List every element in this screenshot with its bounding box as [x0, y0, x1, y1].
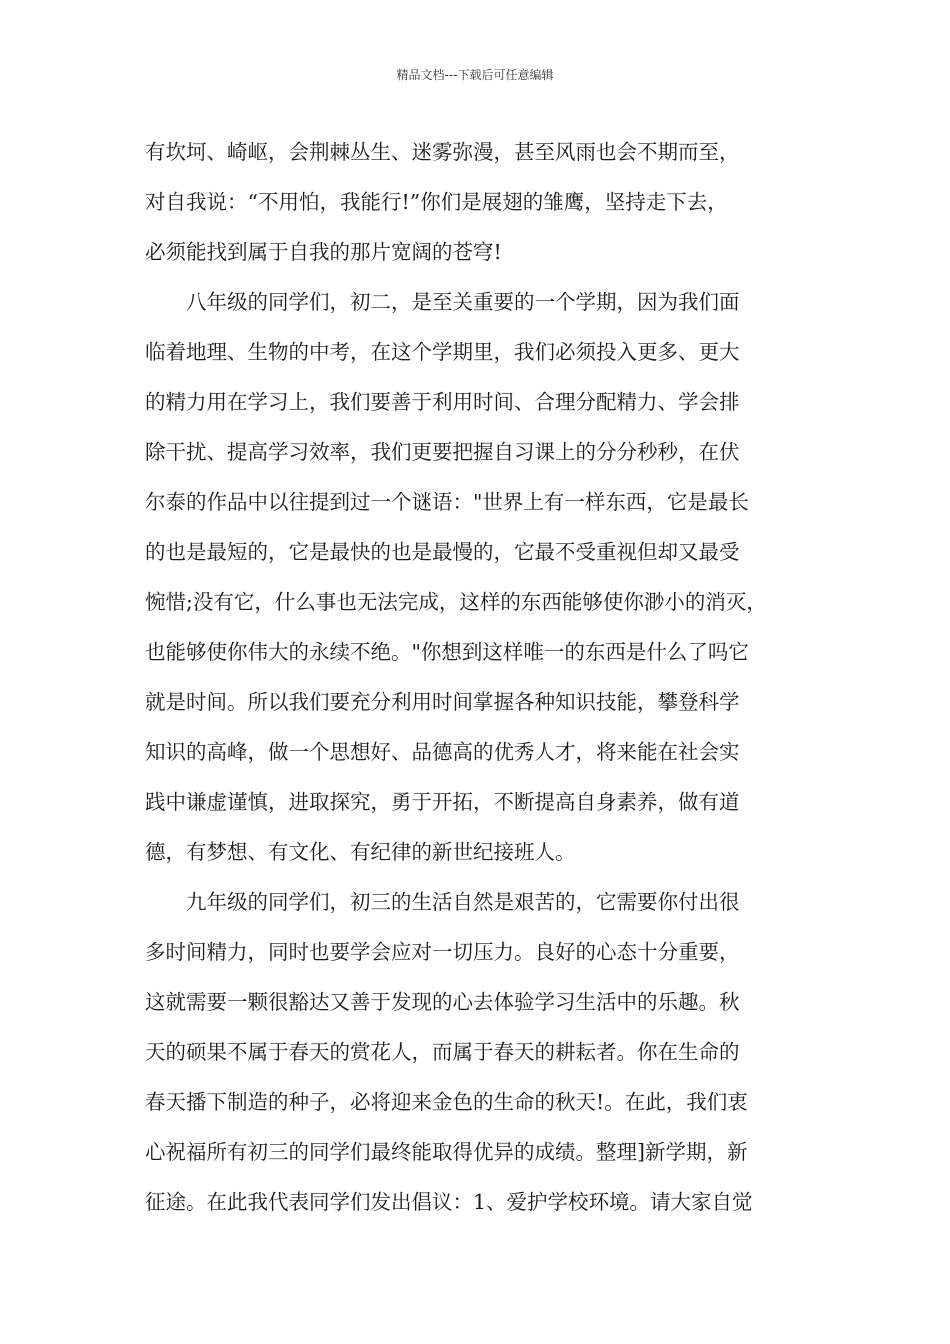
text-line: 这就需要一颗很豁达又善于发现的心去体验学习生活中的乐趣。秋 [145, 990, 740, 1014]
paragraph-1 [145, 127, 807, 277]
text-line: 就是时间。所以我们要充分利用时间掌握各种知识技能，攀登科学 [145, 690, 740, 714]
text-line: 多时间精力，同时也要学会应对一切压力。良好的心态十分重要， [145, 940, 740, 964]
text-line: 必须能找到属于自我的那片宽阔的苍穹! [145, 240, 502, 264]
text-line: 的精力用在学习上，我们要善于利用时间、合理分配精力、学会排 [145, 390, 740, 414]
text-line: 临着地理、生物的中考，在这个学期里，我们必须投入更多、更大 [145, 340, 740, 364]
text-line: 惋惜;没有它，什么事也无法完成，这样的东西能够使你渺小的消灭， [145, 590, 767, 614]
text-line: 春天播下制造的种子，必将迎来金色的生命的秋天!。在此，我们衷 [145, 1090, 748, 1114]
text-line: 除干扰、提高学习效率，我们更要把握自习课上的分分秒秒，在伏 [145, 440, 740, 464]
text-line: 德，有梦想、有文化、有纪律的新世纪接班人。 [145, 840, 576, 864]
text-line: 天的硕果不属于春天的赏花人，而属于春天的耕耘者。你在生命的 [145, 1040, 740, 1064]
paragraph-3 [145, 877, 807, 1227]
text-line: 九年级的同学们，初三的生活自然是艰苦的，它需要你付出很 [186, 890, 740, 914]
text-line: 知识的高峰，做一个思想好、品德高的优秀人才，将来能在社会实 [145, 740, 740, 764]
paragraph-2 [145, 277, 807, 877]
text-line: 对自我说：“不用怕，我能行!”你们是展翅的雏鹰，坚持走下去， [145, 190, 728, 214]
text-line: 践中谦虚谨慎，进取探究，勇于开拓，不断提高自身素养，做有道 [145, 790, 740, 814]
text-line: 也能够使你伟大的永续不绝。"你想到这样唯一的东西是什么了吗它 [145, 640, 749, 664]
text-line: 有坎坷、崎岖，会荆棘丛生、迷雾弥漫，甚至风雨也会不期而至， [145, 140, 740, 164]
text-line: 的也是最短的，它是最快的也是最慢的，它最不受重视但却又最受 [145, 540, 740, 564]
page-header: 精品文档---下载后可任意编辑 [396, 68, 554, 82]
document-body [145, 127, 807, 1227]
text-line: 八年级的同学们，初二，是至关重要的一个学期，因为我们面 [186, 290, 740, 314]
text-line: 尔泰的作品中以往提到过一个谜语："世界上有一样东西，它是最长 [145, 490, 749, 514]
text-line: 征途。在此我代表同学们发出倡议：1、爱护学校环境。请大家自觉 [145, 1190, 753, 1214]
text-line: 心祝福所有初三的同学们最终能取得优异的成绩。整理]新学期，新 [145, 1140, 748, 1164]
